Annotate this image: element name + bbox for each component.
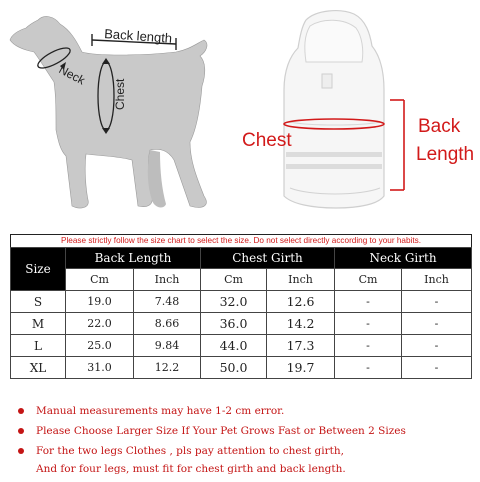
dog-silhouette — [10, 17, 207, 208]
note-item-continued — [18, 462, 473, 478]
raincoat-image — [284, 11, 384, 208]
neck-cm-cell: - — [335, 357, 402, 379]
table-row — [11, 357, 472, 379]
table-row — [11, 313, 472, 335]
chest-inch-cell: 12.6 — [267, 291, 335, 313]
neck-inch-cell: - — [402, 313, 472, 335]
note-text: And for four legs, must fit for chest girth and back length. — [36, 463, 346, 475]
chest-cm-cell: 36.0 — [201, 313, 267, 335]
back-cm-cell: 25.0 — [66, 335, 134, 357]
chest-label-coat: Chest — [242, 130, 292, 151]
table-unit-row — [11, 269, 472, 291]
unit-header: Inch — [267, 269, 335, 291]
back-cm-cell: 22.0 — [66, 313, 134, 335]
size-cell: S — [11, 291, 66, 313]
table-row — [11, 291, 472, 313]
size-illustration — [0, 0, 480, 232]
group-header-chest-girth: Chest Girth — [201, 248, 335, 269]
back-length-label: Back length — [103, 26, 173, 46]
neck-cm-cell: - — [335, 335, 402, 357]
unit-header: Cm — [201, 269, 267, 291]
size-notice: Please strictly follow the size chart to select the size. Do not select directly according to your habits. — [10, 234, 472, 248]
chest-inch-cell: 14.2 — [267, 313, 335, 335]
back-inch-cell: 12.2 — [134, 357, 201, 379]
note-text: Please Choose Larger Size If Your Pet Grows Fast or Between 2 Sizes — [36, 425, 406, 437]
unit-header: Cm — [335, 269, 402, 291]
unit-header: Cm — [66, 269, 134, 291]
chest-label-dog: Chest — [113, 78, 127, 110]
bullet-icon — [18, 448, 24, 454]
note-text: Manual measurements may have 1-2 cm error. — [36, 405, 285, 417]
chest-cm-cell: 32.0 — [201, 291, 267, 313]
note-item — [18, 424, 473, 440]
chest-cm-cell: 50.0 — [201, 357, 267, 379]
neck-inch-cell: - — [402, 291, 472, 313]
neck-label: Neck — [56, 62, 88, 88]
illustration-svg — [0, 0, 480, 232]
bullet-icon — [18, 408, 24, 414]
size-chart-table — [10, 247, 472, 379]
table-row — [11, 335, 472, 357]
note-item — [18, 404, 473, 420]
back-cm-cell: 19.0 — [66, 291, 134, 313]
back-inch-cell: 7.48 — [134, 291, 201, 313]
neck-cm-cell: - — [335, 291, 402, 313]
length-label-coat: Length — [416, 144, 475, 165]
back-inch-cell: 8.66 — [134, 313, 201, 335]
neck-cm-cell: - — [335, 313, 402, 335]
unit-header: Inch — [402, 269, 472, 291]
chest-cm-cell: 44.0 — [201, 335, 267, 357]
chest-inch-cell: 19.7 — [267, 357, 335, 379]
neck-inch-cell: - — [402, 335, 472, 357]
back-label-coat: Back — [418, 116, 461, 137]
size-header: Size — [11, 248, 66, 291]
table-header-row — [11, 248, 472, 269]
note-text: For the two legs Clothes , pls pay attention to chest girth, — [36, 445, 344, 457]
group-header-back-length: Back Length — [66, 248, 201, 269]
size-cell: M — [11, 313, 66, 335]
note-item — [18, 444, 473, 460]
bullet-icon — [18, 428, 24, 434]
back-inch-cell: 9.84 — [134, 335, 201, 357]
size-cell: L — [11, 335, 66, 357]
group-header-neck-girth: Neck Girth — [335, 248, 472, 269]
size-cell: XL — [11, 357, 66, 379]
back-cm-cell: 31.0 — [66, 357, 134, 379]
neck-inch-cell: - — [402, 357, 472, 379]
unit-header: Inch — [134, 269, 201, 291]
chest-inch-cell: 17.3 — [267, 335, 335, 357]
size-notes — [18, 404, 473, 482]
